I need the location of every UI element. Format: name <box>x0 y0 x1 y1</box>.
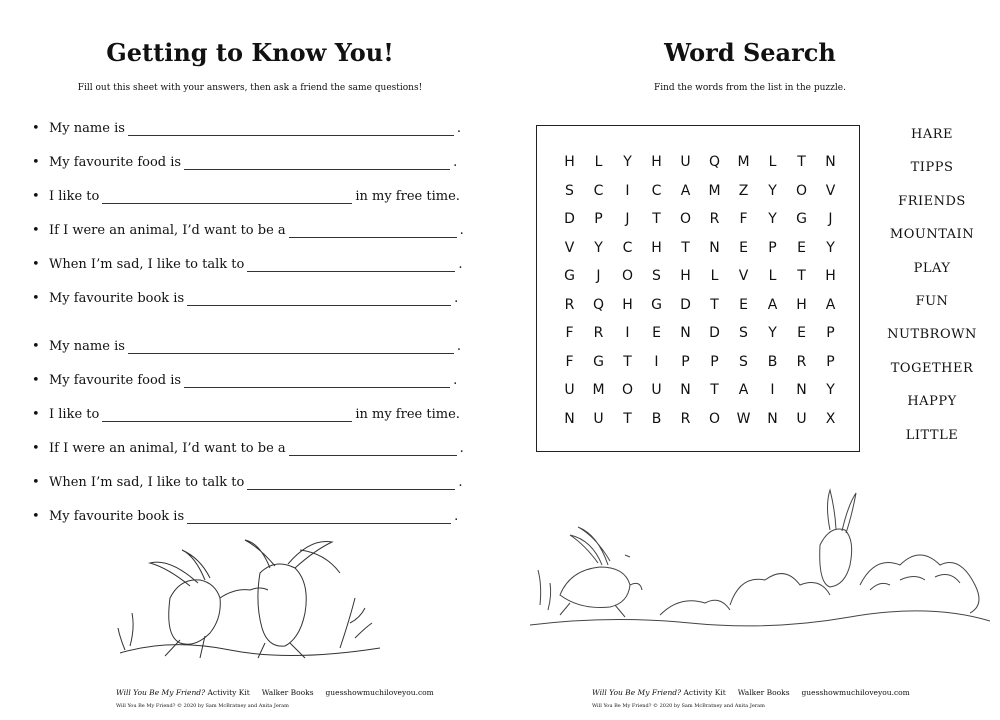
grid-letter[interactable]: O <box>708 410 721 427</box>
question-row: • If I were an animal, I’d want to be a . <box>32 223 464 238</box>
word-search-grid <box>536 125 860 452</box>
grid-letter[interactable]: O <box>621 382 634 399</box>
footer: Will You Be My Friend? Activity Kit Walker Books guesshowmuchiloveyou.com <box>116 688 434 697</box>
grid-letter[interactable]: W <box>736 410 751 427</box>
grid-letter[interactable]: V <box>825 182 836 199</box>
grid-letter[interactable]: G <box>593 353 604 370</box>
bullet-icon: • <box>32 373 40 388</box>
question-row: • My name is . <box>32 339 462 354</box>
grid-letter[interactable]: I <box>625 182 630 199</box>
grid-letter[interactable]: H <box>564 154 575 171</box>
question-row: • I like to in my free time. <box>32 407 460 422</box>
grid-letter[interactable]: U <box>796 410 807 427</box>
grid-letter[interactable]: S <box>565 182 574 199</box>
grid-letter[interactable]: R <box>680 410 691 427</box>
grid-letter[interactable]: P <box>768 239 777 256</box>
answer-line[interactable] <box>247 477 455 490</box>
bullet-icon: • <box>32 189 40 204</box>
bullet-icon: • <box>32 407 40 422</box>
grid-letter[interactable]: J <box>625 211 630 228</box>
grid-letter[interactable]: R <box>796 353 807 370</box>
grid-letter[interactable]: D <box>709 325 720 342</box>
grid-letter[interactable]: G <box>796 211 807 228</box>
grid-letter[interactable]: N <box>767 410 778 427</box>
answer-line[interactable] <box>128 123 454 136</box>
grid-letter[interactable]: U <box>651 382 662 399</box>
word-list-item: MOUNTAIN <box>889 227 975 243</box>
word-list-item: NUTBROWN <box>887 327 977 343</box>
grid-letter[interactable]: P <box>826 353 835 370</box>
question-row: • My favourite food is . <box>32 155 458 170</box>
grid-letter[interactable]: I <box>625 325 630 342</box>
grid-letter[interactable]: A <box>738 382 749 399</box>
word-list-item: TIPPS <box>910 160 954 176</box>
question-row: • If I were an animal, I’d want to be a . <box>32 441 464 456</box>
grid-letter[interactable]: N <box>825 154 836 171</box>
bullet-icon: • <box>32 155 40 170</box>
grid-letter[interactable]: E <box>739 239 748 256</box>
grid-letter[interactable]: S <box>739 353 748 370</box>
grid-letter[interactable]: C <box>593 182 604 199</box>
answer-line[interactable] <box>187 511 451 524</box>
grid-letter[interactable]: D <box>564 211 575 228</box>
answer-line[interactable] <box>102 191 352 204</box>
word-list <box>877 127 987 461</box>
bullet-icon: • <box>32 223 40 238</box>
word-list-item: PLAY <box>913 260 951 276</box>
grid-letter[interactable]: V <box>564 239 575 256</box>
grid-letter[interactable]: F <box>565 353 574 370</box>
grid-row <box>555 319 845 348</box>
question-row: • My favourite food is . <box>32 373 458 388</box>
grid-letter[interactable]: H <box>825 268 836 285</box>
grid-letter[interactable]: E <box>652 325 661 342</box>
grid-letter[interactable]: L <box>768 154 777 171</box>
grid-letter[interactable]: J <box>596 268 601 285</box>
bullet-icon: • <box>32 121 40 136</box>
grid-row <box>555 262 845 291</box>
word-list-item: LITTLE <box>905 427 959 443</box>
dancing-hares-illustration <box>110 528 390 668</box>
grid-letter[interactable]: N <box>564 410 575 427</box>
word-list-item: FUN <box>915 293 949 309</box>
grid-letter[interactable]: H <box>651 239 662 256</box>
question-row: • My favourite book is . <box>32 509 459 524</box>
question-row: • When I’m sad, I like to talk to . <box>32 257 463 272</box>
grid-letter[interactable]: B <box>767 353 778 370</box>
grid-letter[interactable]: T <box>797 268 806 285</box>
grid-letter[interactable]: R <box>564 296 575 313</box>
grid-letter[interactable]: N <box>709 239 720 256</box>
grid-letter[interactable]: L <box>768 268 777 285</box>
bullet-icon: • <box>32 339 40 354</box>
grid-letter[interactable]: C <box>651 182 662 199</box>
grid-letter[interactable]: Y <box>826 382 835 399</box>
grid-letter[interactable]: U <box>680 154 691 171</box>
grid-letter[interactable]: A <box>680 182 691 199</box>
grid-letter[interactable]: Y <box>768 325 777 342</box>
grid-row <box>555 405 845 434</box>
bullet-icon: • <box>32 257 40 272</box>
grid-letter[interactable]: T <box>710 382 719 399</box>
grid-letter[interactable]: R <box>593 325 604 342</box>
grid-letter[interactable]: S <box>652 268 661 285</box>
grid-letter[interactable]: P <box>681 353 690 370</box>
word-list-item: HARE <box>910 127 953 142</box>
answer-line[interactable] <box>102 409 352 422</box>
grid-row <box>555 376 845 405</box>
grid-letter[interactable]: T <box>797 154 806 171</box>
grid-letter[interactable]: L <box>594 154 603 171</box>
grid-letter[interactable]: S <box>739 325 748 342</box>
footer: Will You Be My Friend? Activity Kit Walker Books guesshowmuchiloveyou.com <box>592 688 910 697</box>
question-row: • My favourite book is . <box>32 291 459 306</box>
grid-row <box>555 148 845 177</box>
grid-letter[interactable]: F <box>739 211 748 228</box>
page-title: Getting to Know You! <box>106 38 394 67</box>
grid-letter[interactable]: O <box>795 182 808 199</box>
website-link[interactable]: guesshowmuchiloveyou.com <box>801 688 910 697</box>
bullet-icon: • <box>32 441 40 456</box>
grid-letter[interactable]: O <box>679 211 692 228</box>
question-row: • When I’m sad, I like to talk to . <box>32 475 463 490</box>
grid-letter[interactable]: I <box>654 353 659 370</box>
grid-row <box>555 177 845 206</box>
grid-row <box>555 205 845 234</box>
bullet-icon: • <box>32 475 40 490</box>
grid-letter[interactable]: X <box>825 410 836 427</box>
grid-letter[interactable]: Y <box>768 211 777 228</box>
word-list-item: HAPPY <box>907 394 957 410</box>
grid-letter[interactable]: Q <box>592 296 605 313</box>
grid-letter[interactable]: C <box>622 239 633 256</box>
grid-letter[interactable]: P <box>710 353 719 370</box>
grid-letter[interactable]: N <box>680 382 691 399</box>
grid-letter[interactable]: A <box>825 296 836 313</box>
grid-letter[interactable]: T <box>623 410 632 427</box>
answer-line[interactable] <box>187 293 451 306</box>
grid-letter[interactable]: H <box>622 296 633 313</box>
grid-letter[interactable]: M <box>592 382 605 399</box>
grid-letter[interactable]: H <box>651 154 662 171</box>
word-list-item: FRIENDS <box>898 193 966 209</box>
grid-letter[interactable]: P <box>826 325 835 342</box>
hares-in-meadow-illustration <box>530 485 990 645</box>
grid-letter[interactable]: Y <box>623 154 632 171</box>
grid-letter[interactable]: J <box>828 211 833 228</box>
grid-letter[interactable]: E <box>797 239 806 256</box>
grid-letter[interactable]: N <box>680 325 691 342</box>
bullet-icon: • <box>32 291 40 306</box>
grid-letter[interactable]: L <box>710 268 719 285</box>
answer-line[interactable] <box>247 259 455 272</box>
grid-letter[interactable]: G <box>651 296 662 313</box>
grid-letter[interactable]: F <box>565 325 574 342</box>
grid-letter[interactable]: V <box>738 268 749 285</box>
question-row: • I like to in my free time. <box>32 189 460 204</box>
answer-line[interactable] <box>184 375 450 388</box>
grid-letter[interactable]: E <box>739 296 748 313</box>
grid-letter[interactable]: B <box>651 410 662 427</box>
word-list-item: TOGETHER <box>890 360 974 376</box>
instructions: Fill out this sheet with your answers, then ask a friend the same questions! <box>77 83 423 93</box>
grid-letter[interactable]: H <box>680 268 691 285</box>
bullet-icon: • <box>32 509 40 524</box>
letter-table <box>555 148 845 433</box>
grid-letter[interactable]: T <box>681 239 690 256</box>
instructions: Find the words from the list in the puzzle. <box>654 83 846 93</box>
question-row: • My name is . <box>32 121 462 136</box>
grid-letter[interactable]: M <box>708 182 721 199</box>
grid-letter[interactable]: T <box>710 296 719 313</box>
grid-letter[interactable]: T <box>652 211 661 228</box>
copyright-credit: Will You Be My Friend? © 2020 by Sam McBratney and Anita Jeram <box>116 703 289 709</box>
grid-letter[interactable]: Q <box>708 154 721 171</box>
grid-letter[interactable]: N <box>796 382 807 399</box>
grid-letter[interactable]: D <box>680 296 691 313</box>
grid-letter[interactable]: O <box>621 268 634 285</box>
grid-letter[interactable]: T <box>623 353 632 370</box>
grid-row <box>555 234 845 263</box>
grid-letter[interactable]: G <box>564 268 575 285</box>
grid-row <box>555 348 845 377</box>
answer-line[interactable] <box>184 157 450 170</box>
grid-letter[interactable]: A <box>767 296 778 313</box>
grid-letter[interactable]: U <box>593 410 604 427</box>
grid-letter[interactable]: Y <box>594 239 603 256</box>
grid-letter[interactable]: R <box>709 211 720 228</box>
grid-letter[interactable]: Y <box>826 239 835 256</box>
website-link[interactable]: guesshowmuchiloveyou.com <box>325 688 434 697</box>
answer-line[interactable] <box>289 225 457 238</box>
grid-letter[interactable]: H <box>796 296 807 313</box>
grid-letter[interactable]: M <box>737 154 750 171</box>
copyright-credit: Will You Be My Friend? © 2020 by Sam McBratney and Anita Jeram <box>592 703 765 709</box>
answer-line[interactable] <box>289 443 457 456</box>
grid-letter[interactable]: P <box>594 211 603 228</box>
page-title: Word Search <box>664 38 836 67</box>
grid-letter[interactable]: E <box>797 325 806 342</box>
grid-letter[interactable]: I <box>770 382 775 399</box>
grid-letter[interactable]: Z <box>738 182 749 199</box>
grid-row <box>555 291 845 320</box>
answer-line[interactable] <box>128 341 454 354</box>
grid-letter[interactable]: Y <box>768 182 777 199</box>
grid-letter[interactable]: U <box>564 382 575 399</box>
